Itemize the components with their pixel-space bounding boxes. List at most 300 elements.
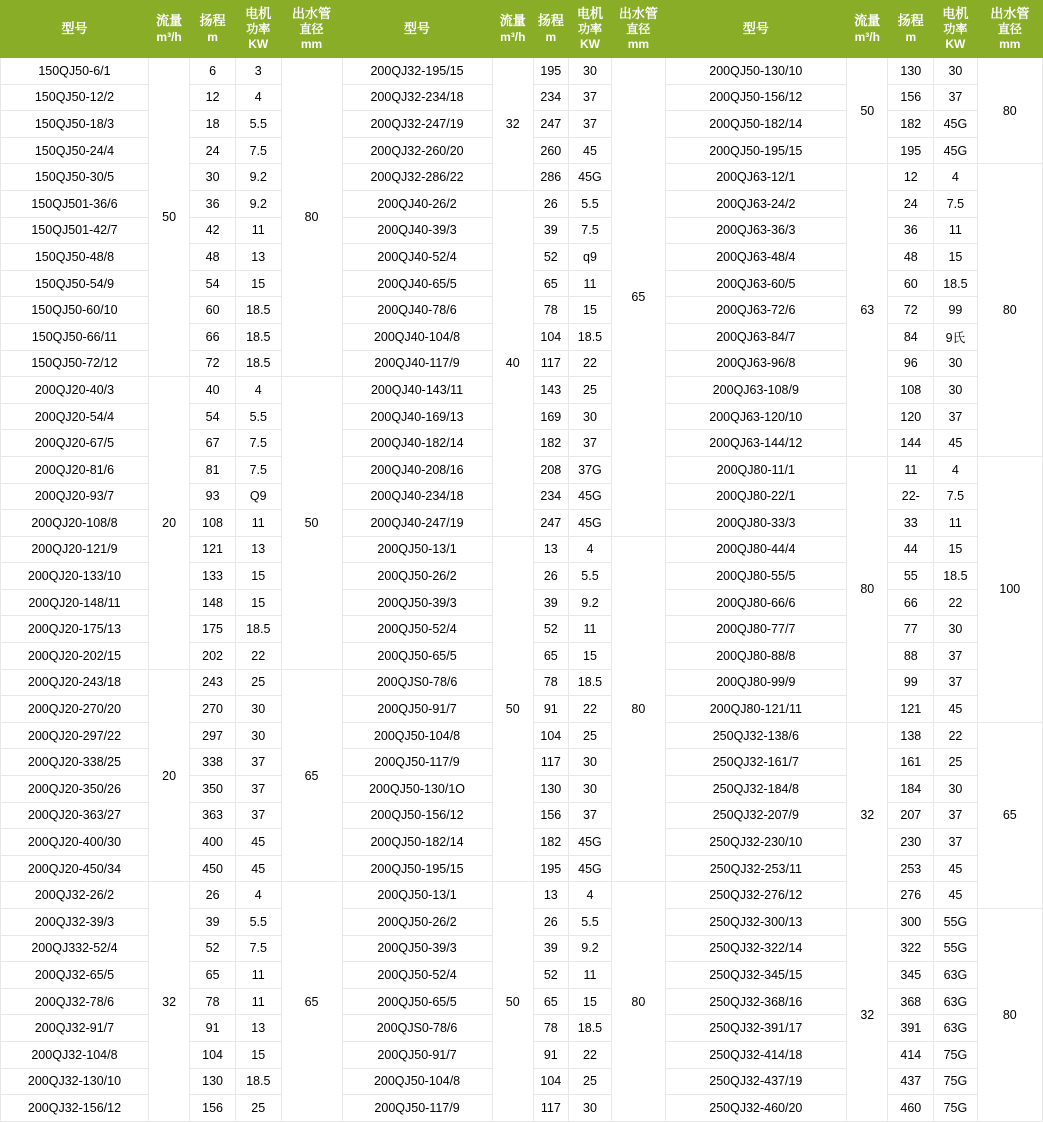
- header-power-label-3: 电机: [942, 5, 969, 21]
- cell-power: 63G: [934, 1015, 978, 1042]
- cell-head: 207: [888, 802, 934, 829]
- header-flow-unit-3: m³/h: [854, 29, 880, 44]
- cell-head: 48: [888, 244, 934, 271]
- cell-head: 78: [533, 669, 568, 696]
- cell-head: 202: [190, 643, 236, 670]
- cell-model: 150QJ50-24/4: [1, 137, 149, 164]
- cell-model: 200QJ63-72/6: [665, 297, 847, 324]
- cell-head: 175: [190, 616, 236, 643]
- header-flow-3: [847, 1, 888, 58]
- header-flow-1: [148, 1, 189, 58]
- cell-model: 200QJ63-84/7: [665, 323, 847, 350]
- cell-model: 200QJ32-104/8: [1, 1041, 149, 1068]
- cell-pipe-diameter: 80: [977, 909, 1042, 1122]
- cell-head: 120: [888, 403, 934, 430]
- header-head-label-1: 扬程: [199, 13, 226, 29]
- cell-model: 250QJ32-138/6: [665, 722, 847, 749]
- cell-power: 45: [568, 137, 612, 164]
- header-row: [1, 1, 1043, 58]
- cell-power: 15: [568, 643, 612, 670]
- cell-power: 15: [934, 244, 978, 271]
- cell-model: 200QJ50-156/12: [342, 802, 492, 829]
- cell-pipe-diameter: 80: [977, 58, 1042, 164]
- cell-head: 88: [888, 643, 934, 670]
- cell-power: 9.2: [235, 164, 281, 191]
- cell-power: 75G: [934, 1068, 978, 1095]
- cell-power: 9.2: [568, 589, 612, 616]
- header-head-3: [888, 1, 934, 58]
- cell-head: 36: [888, 217, 934, 244]
- cell-model: 200QJ32-130/10: [1, 1068, 149, 1095]
- cell-power: 99: [934, 297, 978, 324]
- cell-model: 200QJ50-182/14: [665, 111, 847, 138]
- cell-head: 52: [190, 935, 236, 962]
- cell-model: 200QJ32-234/18: [342, 84, 492, 111]
- cell-model: 150QJ50-54/9: [1, 270, 149, 297]
- header-pipe-unit-2: mm: [627, 37, 650, 52]
- cell-power: 45: [235, 829, 281, 856]
- table-body: [1, 58, 1043, 1122]
- cell-model: 200QJ20-54/4: [1, 403, 149, 430]
- cell-model: 250QJ32-230/10: [665, 829, 847, 856]
- header-power-2: [568, 1, 612, 58]
- cell-power: 11: [568, 962, 612, 989]
- cell-power: 5.5: [235, 909, 281, 936]
- cell-model: 150QJ501-36/6: [1, 190, 149, 217]
- cell-power: 37: [934, 829, 978, 856]
- cell-model: 200QJ63-60/5: [665, 270, 847, 297]
- cell-model: 200QJ50-104/8: [342, 1068, 492, 1095]
- cell-model: 200QJ50-91/7: [342, 1041, 492, 1068]
- cell-model: 250QJ32-345/15: [665, 962, 847, 989]
- cell-power: 5.5: [568, 190, 612, 217]
- cell-power: 15: [934, 536, 978, 563]
- cell-power: 22: [934, 722, 978, 749]
- cell-head: 460: [888, 1095, 934, 1122]
- cell-head: 104: [533, 1068, 568, 1095]
- cell-head: 156: [888, 84, 934, 111]
- cell-power: 11: [235, 988, 281, 1015]
- cell-pipe-diameter: 80: [612, 882, 665, 1121]
- cell-model: 200QJ80-33/3: [665, 510, 847, 537]
- header-flow-label-1: 流量: [156, 13, 183, 29]
- cell-model: 150QJ50-18/3: [1, 111, 149, 138]
- cell-head: 30: [190, 164, 236, 191]
- cell-head: 363: [190, 802, 236, 829]
- cell-head: 48: [190, 244, 236, 271]
- cell-model: 250QJ32-207/9: [665, 802, 847, 829]
- cell-model: 200QJ40-182/14: [342, 430, 492, 457]
- cell-model: 200QJ20-400/30: [1, 829, 149, 856]
- cell-model: 200QJ20-40/3: [1, 377, 149, 404]
- header-head-2: [533, 1, 568, 58]
- cell-power: 9.2: [235, 190, 281, 217]
- header-flow-unit-1: m³/h: [156, 29, 182, 44]
- cell-model: 200QJ63-120/10: [665, 403, 847, 430]
- cell-model: 200QJ63-36/3: [665, 217, 847, 244]
- cell-head: 39: [190, 909, 236, 936]
- cell-head: 144: [888, 430, 934, 457]
- header-model-1: 型号: [1, 1, 149, 58]
- cell-flow: 32: [847, 722, 888, 908]
- cell-model: 150QJ50-72/12: [1, 350, 149, 377]
- cell-power: 63G: [934, 988, 978, 1015]
- cell-model: 200QJ50-130/10: [665, 58, 847, 85]
- cell-power: 37: [934, 403, 978, 430]
- cell-model: 200QJ80-121/11: [665, 696, 847, 723]
- cell-power: 7.5: [235, 456, 281, 483]
- cell-head: 91: [533, 696, 568, 723]
- cell-power: 37: [235, 776, 281, 803]
- cell-head: 65: [533, 270, 568, 297]
- cell-model: 200QJ32-247/19: [342, 111, 492, 138]
- cell-model: 200QJ40-65/5: [342, 270, 492, 297]
- cell-power: 30: [235, 696, 281, 723]
- cell-head: 182: [888, 111, 934, 138]
- cell-head: 66: [190, 323, 236, 350]
- cell-model: 200QJ32-156/12: [1, 1095, 149, 1122]
- cell-model: 200QJ20-148/11: [1, 589, 149, 616]
- cell-flow: 32: [148, 882, 189, 1121]
- cell-power: 75G: [934, 1095, 978, 1122]
- cell-model: 200QJ50-26/2: [342, 909, 492, 936]
- cell-model: 200QJ20-121/9: [1, 536, 149, 563]
- header-power-unit-2: KW: [579, 37, 600, 52]
- header-power-mid-1: 功率: [246, 22, 271, 37]
- header-pipe-label-1: 出水管: [292, 5, 332, 21]
- cell-model: 200QJ40-117/9: [342, 350, 492, 377]
- cell-power: 18.5: [934, 563, 978, 590]
- cell-head: 33: [888, 510, 934, 537]
- header-power-unit-3: KW: [945, 37, 966, 52]
- cell-pipe-diameter: 80: [977, 164, 1042, 457]
- cell-power: 45: [934, 882, 978, 909]
- cell-power: 22: [235, 643, 281, 670]
- cell-head: 230: [888, 829, 934, 856]
- cell-power: 37: [235, 749, 281, 776]
- cell-model: 200QJ50-39/3: [342, 935, 492, 962]
- header-head-1: [190, 1, 236, 58]
- cell-power: 7.5: [235, 430, 281, 457]
- cell-model: 200QJ50-65/5: [342, 988, 492, 1015]
- header-pipe-label-2: 出水管: [618, 5, 658, 21]
- cell-flow: 20: [148, 377, 189, 670]
- cell-head: 40: [190, 377, 236, 404]
- cell-model: 200QJ50-52/4: [342, 616, 492, 643]
- header-power-mid-3: 功率: [943, 22, 968, 37]
- cell-head: 18: [190, 111, 236, 138]
- cell-head: 338: [190, 749, 236, 776]
- cell-flow: 50: [492, 882, 533, 1121]
- cell-model: 200QJ40-26/2: [342, 190, 492, 217]
- cell-power: 30: [568, 776, 612, 803]
- cell-head: 60: [888, 270, 934, 297]
- cell-model: 200QJ20-108/8: [1, 510, 149, 537]
- cell-model: 200QJ40-234/18: [342, 483, 492, 510]
- cell-model: 200QJ50-195/15: [342, 855, 492, 882]
- cell-power: 30: [235, 722, 281, 749]
- cell-model: 200QJ40-78/6: [342, 297, 492, 324]
- cell-model: 200QJ50-13/1: [342, 536, 492, 563]
- cell-model: 200QJ80-77/7: [665, 616, 847, 643]
- cell-model: 200QJ50-26/2: [342, 563, 492, 590]
- cell-head: 121: [888, 696, 934, 723]
- cell-head: 437: [888, 1068, 934, 1095]
- cell-power: 13: [235, 536, 281, 563]
- cell-model: 200QJ50-156/12: [665, 84, 847, 111]
- cell-pipe-diameter: 80: [281, 58, 342, 377]
- cell-power: 11: [934, 217, 978, 244]
- cell-model: 200QJ80-22/1: [665, 483, 847, 510]
- cell-power: 18.5: [568, 323, 612, 350]
- cell-head: 156: [533, 802, 568, 829]
- cell-power: 15: [235, 1041, 281, 1068]
- cell-flow: 50: [847, 58, 888, 164]
- cell-model: 200QJ50-130/1O: [342, 776, 492, 803]
- cell-power: 5.5: [568, 563, 612, 590]
- cell-power: 25: [568, 1068, 612, 1095]
- cell-power: 55G: [934, 909, 978, 936]
- cell-head: 84: [888, 323, 934, 350]
- cell-power: 18.5: [235, 1068, 281, 1095]
- cell-head: 108: [190, 510, 236, 537]
- cell-power: 15: [235, 563, 281, 590]
- cell-model: 200QJ50-39/3: [342, 589, 492, 616]
- table-row: [1, 58, 1043, 85]
- cell-head: 400: [190, 829, 236, 856]
- cell-power: 3: [235, 58, 281, 85]
- cell-model: 200QJ80-99/9: [665, 669, 847, 696]
- cell-head: 39: [533, 217, 568, 244]
- cell-head: 104: [533, 722, 568, 749]
- header-flow-label-2: 流量: [499, 13, 526, 29]
- cell-head: 270: [190, 696, 236, 723]
- cell-head: 260: [533, 137, 568, 164]
- cell-head: 78: [533, 1015, 568, 1042]
- cell-head: 297: [190, 722, 236, 749]
- cell-model: 200QJ50-52/4: [342, 962, 492, 989]
- header-model-2: 型号: [342, 1, 492, 58]
- cell-power: 30: [568, 58, 612, 85]
- cell-model: 200QJ50-104/8: [342, 722, 492, 749]
- cell-head: 414: [888, 1041, 934, 1068]
- cell-power: 75G: [934, 1041, 978, 1068]
- cell-model: 200QJ50-65/5: [342, 643, 492, 670]
- header-head-unit-3: m: [905, 29, 917, 44]
- cell-model: 200QJ32-78/6: [1, 988, 149, 1015]
- cell-power: 30: [934, 616, 978, 643]
- cell-head: 96: [888, 350, 934, 377]
- cell-head: 36: [190, 190, 236, 217]
- cell-head: 22-: [888, 483, 934, 510]
- header-model-3: 型号: [665, 1, 847, 58]
- header-power-3: [934, 1, 978, 58]
- cell-power: 11: [934, 510, 978, 537]
- cell-model: 250QJ32-437/19: [665, 1068, 847, 1095]
- cell-power: 13: [235, 1015, 281, 1042]
- header-pipe-3: [977, 1, 1042, 58]
- cell-head: 143: [533, 377, 568, 404]
- cell-model: 200QJ63-96/8: [665, 350, 847, 377]
- cell-power: 5.5: [235, 111, 281, 138]
- cell-model: 200QJ20-338/25: [1, 749, 149, 776]
- cell-model: 200QJ63-144/12: [665, 430, 847, 457]
- cell-model: 150QJ50-30/5: [1, 164, 149, 191]
- cell-head: 117: [533, 1095, 568, 1122]
- table-header: [1, 1, 1043, 58]
- cell-head: 93: [190, 483, 236, 510]
- cell-head: 65: [190, 962, 236, 989]
- cell-power: 45: [235, 855, 281, 882]
- cell-power: 30: [934, 776, 978, 803]
- cell-head: 247: [533, 111, 568, 138]
- cell-power: 45G: [568, 855, 612, 882]
- cell-model: 200QJ20-363/27: [1, 802, 149, 829]
- cell-power: q9: [568, 244, 612, 271]
- cell-head: 60: [190, 297, 236, 324]
- cell-power: 37: [934, 802, 978, 829]
- cell-model: 200QJS0-78/6: [342, 1015, 492, 1042]
- cell-head: 52: [533, 962, 568, 989]
- cell-model: 250QJ32-161/7: [665, 749, 847, 776]
- cell-power: 11: [568, 270, 612, 297]
- cell-model: 200QJ32-260/20: [342, 137, 492, 164]
- cell-model: 150QJ50-60/10: [1, 297, 149, 324]
- cell-head: 78: [533, 297, 568, 324]
- cell-head: 67: [190, 430, 236, 457]
- cell-power: 45G: [934, 137, 978, 164]
- cell-pipe-diameter: 50: [281, 377, 342, 670]
- cell-head: 156: [190, 1095, 236, 1122]
- header-pipe-unit-3: mm: [999, 37, 1021, 52]
- cell-power: 18.5: [568, 669, 612, 696]
- cell-model: 200QJ20-350/26: [1, 776, 149, 803]
- header-flow-2: [492, 1, 533, 58]
- cell-power: 37: [568, 84, 612, 111]
- cell-model: 250QJ32-184/8: [665, 776, 847, 803]
- cell-head: 182: [533, 829, 568, 856]
- cell-head: 26: [533, 190, 568, 217]
- cell-model: 200QJ20-297/22: [1, 722, 149, 749]
- cell-head: 300: [888, 909, 934, 936]
- cell-model: 200QJ63-108/9: [665, 377, 847, 404]
- cell-head: 108: [888, 377, 934, 404]
- cell-model: 250QJ32-414/18: [665, 1041, 847, 1068]
- cell-head: 52: [533, 244, 568, 271]
- cell-head: 243: [190, 669, 236, 696]
- cell-power: 18.5: [568, 1015, 612, 1042]
- cell-head: 99: [888, 669, 934, 696]
- cell-head: 368: [888, 988, 934, 1015]
- cell-model: 200QJ40-52/4: [342, 244, 492, 271]
- cell-model: 200QJ40-169/13: [342, 403, 492, 430]
- cell-model: 150QJ50-6/1: [1, 58, 149, 85]
- cell-power: 45: [934, 696, 978, 723]
- cell-power: 4: [934, 164, 978, 191]
- cell-power: 30: [568, 1095, 612, 1122]
- cell-model: 200QJ50-13/1: [342, 882, 492, 909]
- cell-model: 200QJ32-195/15: [342, 58, 492, 85]
- cell-power: 7.5: [235, 935, 281, 962]
- cell-model: 200QJ20-67/5: [1, 430, 149, 457]
- cell-head: 54: [190, 270, 236, 297]
- cell-head: 44: [888, 536, 934, 563]
- cell-power: 30: [568, 403, 612, 430]
- cell-power: 45: [934, 855, 978, 882]
- cell-model: 200QJ20-450/34: [1, 855, 149, 882]
- header-head-label-3: 扬程: [897, 13, 924, 29]
- header-flow-label-3: 流量: [854, 13, 881, 29]
- cell-model: 200QJ80-11/1: [665, 456, 847, 483]
- cell-model: 200QJ50-182/14: [342, 829, 492, 856]
- cell-power: 9氏: [934, 323, 978, 350]
- cell-model: 200QJ20-93/7: [1, 483, 149, 510]
- cell-model: 200QJ80-66/6: [665, 589, 847, 616]
- cell-head: 12: [888, 164, 934, 191]
- cell-power: 25: [934, 749, 978, 776]
- cell-pipe-diameter: 65: [281, 882, 342, 1121]
- cell-power: 4: [235, 84, 281, 111]
- cell-power: 55G: [934, 935, 978, 962]
- cell-model: 200QJ20-202/15: [1, 643, 149, 670]
- header-head-unit-2: m: [545, 29, 557, 44]
- cell-model: 200QJ32-91/7: [1, 1015, 149, 1042]
- cell-model: 250QJ32-253/11: [665, 855, 847, 882]
- cell-power: 18.5: [235, 323, 281, 350]
- cell-power: 37: [568, 430, 612, 457]
- cell-model: 200QJ80-88/8: [665, 643, 847, 670]
- header-power-mid-2: 功率: [577, 22, 602, 37]
- cell-model: 200QJ32-26/2: [1, 882, 149, 909]
- cell-power: 45G: [568, 164, 612, 191]
- cell-head: 65: [533, 988, 568, 1015]
- cell-power: 5.5: [568, 909, 612, 936]
- cell-head: 121: [190, 536, 236, 563]
- cell-model: 200QJ80-55/5: [665, 563, 847, 590]
- cell-power: 15: [568, 297, 612, 324]
- header-pipe-2: [612, 1, 665, 58]
- header-pipe-unit-1: mm: [300, 37, 323, 52]
- cell-power: 25: [235, 669, 281, 696]
- cell-model: 200QJ40-104/8: [342, 323, 492, 350]
- cell-head: 130: [533, 776, 568, 803]
- cell-model: 150QJ501-42/7: [1, 217, 149, 244]
- cell-flow: 80: [847, 456, 888, 722]
- cell-head: 39: [533, 589, 568, 616]
- cell-head: 345: [888, 962, 934, 989]
- cell-model: 200QJ63-12/1: [665, 164, 847, 191]
- cell-head: 182: [533, 430, 568, 457]
- cell-flow: 50: [492, 536, 533, 882]
- cell-head: 72: [190, 350, 236, 377]
- cell-head: 161: [888, 749, 934, 776]
- cell-model: 200QJ40-208/16: [342, 456, 492, 483]
- cell-flow: 50: [148, 58, 189, 377]
- cell-pipe-diameter: 100: [977, 456, 1042, 722]
- cell-power: 45G: [568, 829, 612, 856]
- header-pipe-mid-1: 直径: [299, 22, 324, 37]
- cell-model: 200QJ50-195/15: [665, 137, 847, 164]
- cell-power: Q9: [235, 483, 281, 510]
- cell-model: 200QJ63-48/4: [665, 244, 847, 271]
- cell-model: 200QJ40-39/3: [342, 217, 492, 244]
- cell-head: 54: [190, 403, 236, 430]
- cell-power: 18.5: [235, 616, 281, 643]
- cell-power: 18.5: [235, 297, 281, 324]
- cell-model: 200QJ63-24/2: [665, 190, 847, 217]
- cell-power: 15: [568, 988, 612, 1015]
- cell-power: 37: [934, 669, 978, 696]
